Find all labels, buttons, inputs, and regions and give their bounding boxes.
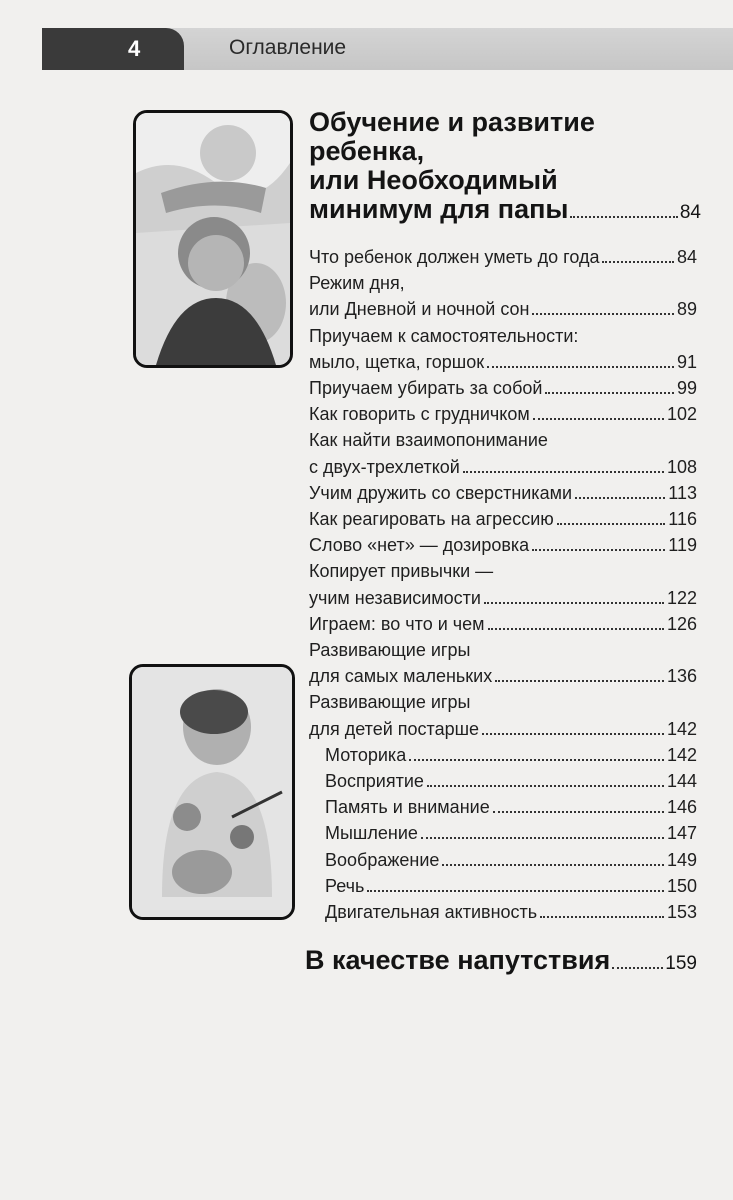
toc-entry [309, 532, 697, 558]
toc-entry-title: с двух-трехлеткой [309, 456, 460, 477]
toc-entry-title: Моторика [325, 744, 407, 765]
toc-page-number: 153 [666, 902, 697, 923]
toc-entry-title: мыло, щетка, горшок [309, 351, 485, 372]
toc-entry-title: Учим дружить со сверстниками [309, 482, 573, 503]
toc-entry [309, 873, 697, 899]
toc-entry-title: Приучаем убирать за собой [309, 378, 543, 399]
toc-entry [309, 427, 697, 479]
toc-entry-title-line: Копирует привычки — [309, 561, 494, 582]
toc-entry-title-line: Как найти взаимопонимание [309, 430, 548, 451]
toc-entry-title: для детей постарше [309, 718, 480, 739]
dot-leader [488, 628, 664, 630]
dot-leader [570, 216, 677, 218]
toc-entry [309, 794, 697, 820]
dot-leader [545, 392, 674, 394]
header-title: Оглавление [229, 36, 347, 59]
dot-leader [532, 313, 673, 315]
toc-page-number: 149 [666, 849, 697, 870]
toc-page-number: 150 [666, 875, 697, 896]
toc-entry [309, 558, 697, 610]
toc-entry-title: Память и внимание [325, 797, 490, 818]
dot-leader [532, 549, 665, 551]
section-heading [309, 108, 701, 227]
table-of-contents [309, 244, 697, 925]
dot-leader [495, 680, 664, 682]
toc-entry-title: Двигательная активность [325, 902, 538, 923]
toc-entry [309, 820, 697, 846]
dot-leader [575, 497, 665, 499]
dot-leader [557, 523, 666, 525]
toc-page-number: 91 [676, 351, 697, 372]
section-page-number: 84 [679, 202, 701, 223]
father-child-photo [133, 110, 293, 368]
dot-leader [484, 602, 664, 604]
toc-page-number: 116 [668, 509, 697, 530]
toc-entry-title-line: Развивающие игры [309, 692, 471, 713]
toc-page-number: 108 [666, 456, 697, 477]
toc-page-number: 142 [666, 744, 697, 765]
toc-page-number: 144 [666, 771, 697, 792]
toc-page-number: 142 [666, 718, 697, 739]
toc-entry-title: Как реагировать на агрессию [309, 509, 554, 530]
dot-leader [409, 759, 664, 761]
section-heading-line: минимум для папы [309, 194, 569, 224]
toc-entry-title-line: Режим дня, [309, 273, 405, 294]
toc-page-number: 136 [666, 666, 697, 687]
toc-entry-title-line: Развивающие игры [309, 640, 471, 661]
toc-entry [309, 480, 697, 506]
toc-page-number: 126 [666, 613, 697, 634]
dot-leader [612, 967, 663, 969]
toc-entry [309, 506, 697, 532]
final-section-title: В качестве напутствия [305, 945, 611, 975]
toc-page-number: 84 [676, 247, 697, 267]
toc-entry [309, 637, 697, 689]
toc-entry [309, 244, 697, 270]
toc-entry [309, 270, 697, 322]
dot-leader [482, 733, 664, 735]
child-painting-photo [129, 664, 295, 920]
toc-entry [309, 323, 697, 375]
toc-page-number: 99 [676, 378, 697, 399]
section-heading-line: ребенка, [309, 136, 425, 166]
final-section-page-number: 159 [665, 953, 697, 974]
toc-entry-title: Мышление [325, 823, 418, 844]
toc-entry [309, 375, 697, 401]
toc-page-number: 102 [666, 404, 697, 425]
dot-leader [427, 785, 664, 787]
dot-leader [540, 916, 664, 918]
section-heading-line: или Необходимый [309, 165, 558, 195]
toc-entry [309, 742, 697, 768]
dot-leader [602, 261, 674, 263]
toc-entry-title: Речь [325, 875, 365, 896]
section-heading-line: Обучение и развитие [309, 107, 595, 137]
toc-entry [309, 768, 697, 794]
toc-page-number: 147 [666, 823, 697, 844]
running-header [42, 28, 733, 70]
dot-leader [493, 811, 664, 813]
toc-page-number: 122 [666, 587, 697, 608]
toc-entry [309, 899, 697, 925]
final-section-heading [305, 945, 697, 976]
page-number-tab [42, 28, 184, 70]
toc-entry [309, 689, 697, 741]
toc-entry-title: Что ребенок должен уметь до года [309, 247, 600, 267]
toc-page-number: 89 [676, 299, 697, 320]
toc-entry [309, 401, 697, 427]
toc-entry-title: Как говорить с грудничком [309, 404, 530, 425]
toc-page-number: 119 [668, 535, 697, 556]
toc-entry [309, 847, 697, 873]
dot-leader [463, 471, 664, 473]
toc-entry [309, 611, 697, 637]
toc-page-number: 146 [666, 797, 697, 818]
toc-entry-title-line: Приучаем к самостоятельности: [309, 325, 579, 346]
toc-entry-title: Воображение [325, 849, 440, 870]
toc-page-number: 113 [668, 482, 697, 503]
dot-leader [442, 864, 664, 866]
toc-entry-title: Играем: во что и чем [309, 613, 485, 634]
toc-entry-title: учим независимости [309, 587, 481, 608]
toc-entry-title: Восприятие [325, 771, 424, 792]
dot-leader [487, 366, 674, 368]
page-number: 4 [128, 36, 142, 61]
dot-leader [367, 890, 664, 892]
dot-leader [421, 837, 664, 839]
dot-leader [533, 418, 664, 420]
toc-entry-title: Слово «нет» — дозировка [309, 535, 530, 556]
toc-entry-title: для самых маленьких [309, 666, 493, 687]
toc-entry-title: или Дневной и ночной сон [309, 299, 530, 320]
